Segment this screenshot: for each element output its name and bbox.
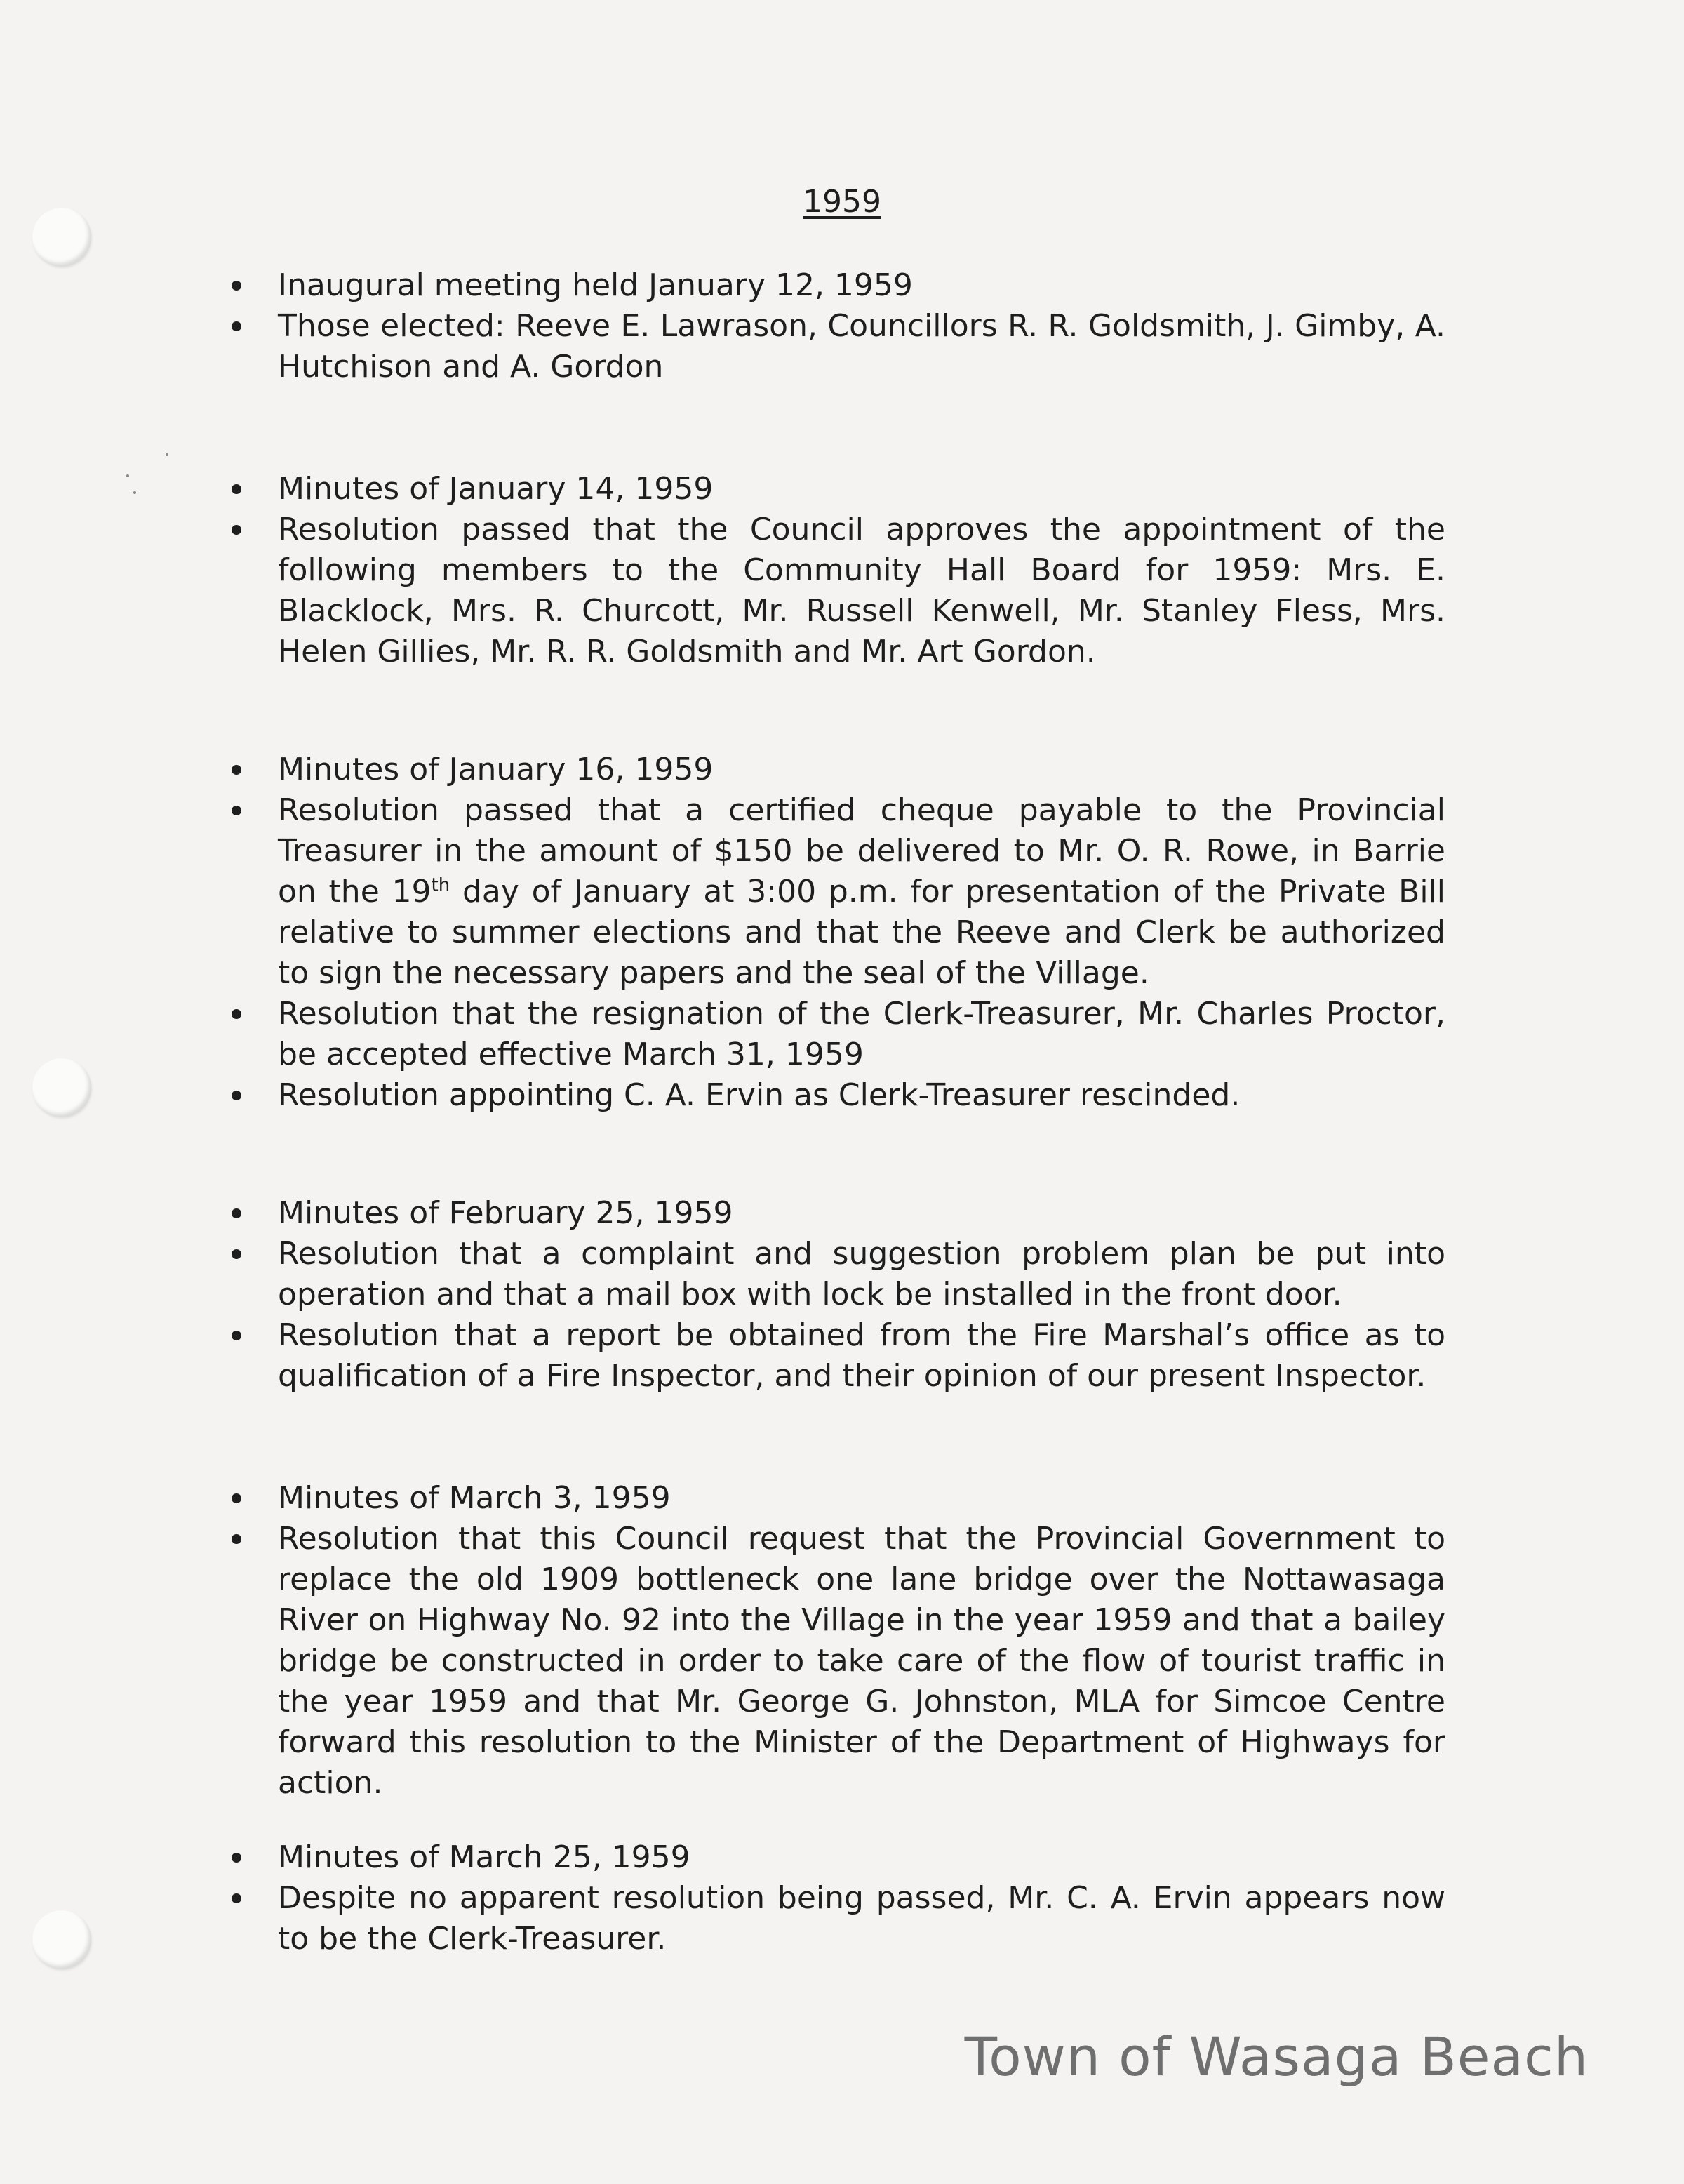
section-feb-25 <box>225 1193 1445 1397</box>
section-jan-16 <box>225 750 1445 1116</box>
bullet-icon <box>232 281 241 291</box>
bullet-icon <box>232 1009 241 1019</box>
bullet-icon <box>232 1493 241 1503</box>
page-title: 1959 <box>803 184 881 220</box>
bullet-icon <box>232 765 241 775</box>
bullet-icon <box>232 806 241 815</box>
section-inaugural <box>225 265 1445 387</box>
punch-hole <box>32 1910 91 1969</box>
watermark: Town of Wasaga Beach <box>964 2025 1589 2088</box>
section-jan-14 <box>225 469 1445 672</box>
bullet-icon <box>232 1853 241 1863</box>
list-item: Minutes of February 25, 1959 <box>225 1193 1445 1234</box>
list-item: Resolution appointing C. A. Ervin as Clerk-Treasurer rescinded. <box>225 1075 1445 1116</box>
list-item: Resolution passed that the Council approves the appointment of the following members to the Community Hall Board for 1959: Mrs. E. Blacklock, Mrs. R. Churcott, Mr. Russell Kenwell, Mr. Stanley Fless, Mrs. Helen Gillies, Mr. R. R. Goldsmith and Mr. Art Gordon. <box>225 510 1445 672</box>
list-item: Resolution passed that a certified cheque payable to the Provincial Treasurer in the amount of $150 be delivered to Mr. O. R. Rowe, in Barrie on the 19th day of January at 3:00 p.m. for presentation of the Private Bill relative to summer elections and that the Reeve and Clerk be authorized to sign the necessary papers and the seal of the Village. <box>225 790 1445 994</box>
bullet-icon <box>232 484 241 494</box>
bullet-icon <box>232 1249 241 1259</box>
list-item: Despite no apparent resolution being passed, Mr. C. A. Ervin appears now to be the Clerk-Treasurer. <box>225 1878 1445 1959</box>
list-item: Those elected: Reeve E. Lawrason, Councillors R. R. Goldsmith, J. Gimby, A. Hutchison and A. Gordon <box>225 306 1445 387</box>
bullet-icon <box>232 1091 241 1100</box>
bullet-icon <box>232 1208 241 1218</box>
list-item: Resolution that a report be obtained from the Fire Marshal’s office as to qualification of a Fire Inspector, and their opinion of our present Inspector. <box>225 1315 1445 1397</box>
list-item: Resolution that the resignation of the Clerk-Treasurer, Mr. Charles Proctor, be accepted effective March 31, 1959 <box>225 994 1445 1075</box>
list-item: Minutes of January 14, 1959 <box>225 469 1445 510</box>
bullet-icon <box>232 1331 241 1340</box>
bullet-icon <box>232 1893 241 1903</box>
bullet-icon <box>232 1534 241 1544</box>
list-item: Minutes of March 25, 1959 <box>225 1837 1445 1878</box>
list-item: Inaugural meeting held January 12, 1959 <box>225 265 1445 306</box>
list-item: Resolution that this Council request that the Provincial Government to replace the old 1909 bottleneck one lane bridge over the Nottawasaga River on Highway No. 92 into the Village in the year 1959 and that a bailey bridge be constructed in order to take care of the flow of tourist traffic in the year 1959 and that Mr. George G. Johnston, MLA for Simcoe Centre forward this resolution to the Minister of the Department of Highways for action. <box>225 1519 1445 1804</box>
list-item: Minutes of January 16, 1959 <box>225 750 1445 790</box>
section-mar-3 <box>225 1478 1445 1804</box>
list-item: Resolution that a complaint and suggestion problem plan be put into operation and that a mail box with lock be installed in the front door. <box>225 1234 1445 1315</box>
bullet-icon <box>232 321 241 331</box>
bullet-icon <box>232 525 241 535</box>
list-item: Minutes of March 3, 1959 <box>225 1478 1445 1519</box>
section-mar-25 <box>225 1837 1445 1959</box>
punch-hole <box>32 1058 91 1117</box>
